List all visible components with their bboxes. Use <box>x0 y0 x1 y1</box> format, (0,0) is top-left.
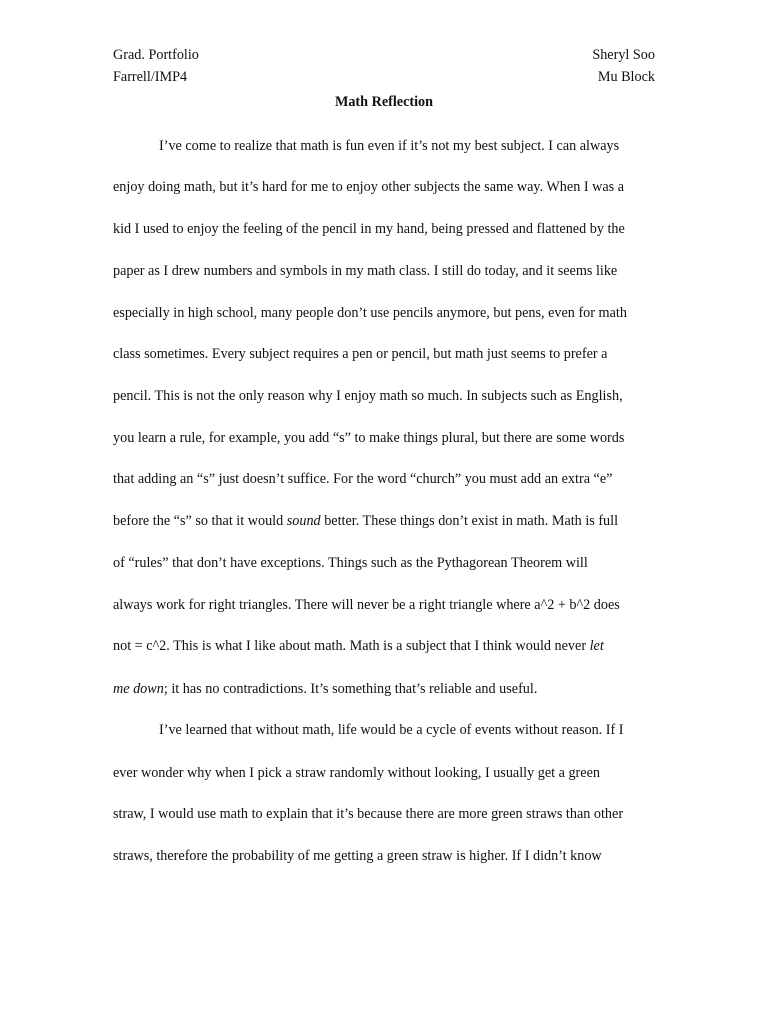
italic-text: me down <box>113 681 164 697</box>
body-line: pencil. This is not the only reason why I enjoy math so much. In subjects such as English, <box>113 388 623 404</box>
body-line: especially in high school, many people don’t use pencils anymore, but pens, even for math <box>113 305 627 321</box>
author-name: Sheryl Soo <box>592 47 655 63</box>
body-line <box>113 681 537 698</box>
body-line: that adding an “s” just doesn’t suffice. For the word “church” you must add an extra “e” <box>113 471 613 487</box>
course-name: Grad. Portfolio <box>113 47 199 63</box>
body-text: not = c^2. This is what I like about math. Math is a subject that I think would never <box>113 638 590 654</box>
body-line: I’ve come to realize that math is fun even if it’s not my best subject. I can always <box>159 138 620 154</box>
body-line <box>113 638 604 655</box>
body-line: always work for right triangles. There will never be a right triangle where a^2 + b^2 does <box>113 597 620 613</box>
body-line: paper as I drew numbers and symbols in my math class. I still do today, and it seems like <box>113 263 618 279</box>
body-line: kid I used to enjoy the feeling of the pencil in my hand, being pressed and flattened by the <box>113 221 625 237</box>
italic-text: sound <box>286 513 321 529</box>
body-text: ; it has no contradictions. It’s something that’s reliable and useful. <box>163 681 538 697</box>
document-title: Math Reflection <box>334 94 434 110</box>
body-line: straws, therefore the probability of me getting a green straw is higher. If I didn’t know <box>113 848 602 864</box>
body-text: before the “s” so that it would <box>113 513 287 529</box>
header-row-2 <box>113 69 655 86</box>
body-line: I’ve learned that without math, life would be a cycle of events without reason. If I <box>159 722 624 738</box>
body-line: class sometimes. Every subject requires a pen or pencil, but math just seems to prefer a <box>113 346 608 362</box>
italic-text: let <box>589 638 604 654</box>
body-line: enjoy doing math, but it’s hard for me to enjoy other subjects the same way. When I was a <box>113 179 625 195</box>
body-line: of “rules” that don’t have exceptions. Things such as the Pythagorean Theorem will <box>113 555 588 571</box>
body-line: straw, I would use math to explain that it’s because there are more green straws than other <box>113 806 624 822</box>
body-line: you learn a rule, for example, you add “s” to make things plural, but there are some words <box>113 430 625 446</box>
teacher-class: Farrell/IMP4 <box>113 69 188 85</box>
block-name: Mu Block <box>597 69 655 85</box>
body-text: better. These things don’t exist in math. Math is full <box>320 513 619 529</box>
body-line <box>113 513 618 530</box>
header-row-1 <box>113 47 655 64</box>
body-line: ever wonder why when I pick a straw randomly without looking, I usually get a green <box>113 765 600 781</box>
